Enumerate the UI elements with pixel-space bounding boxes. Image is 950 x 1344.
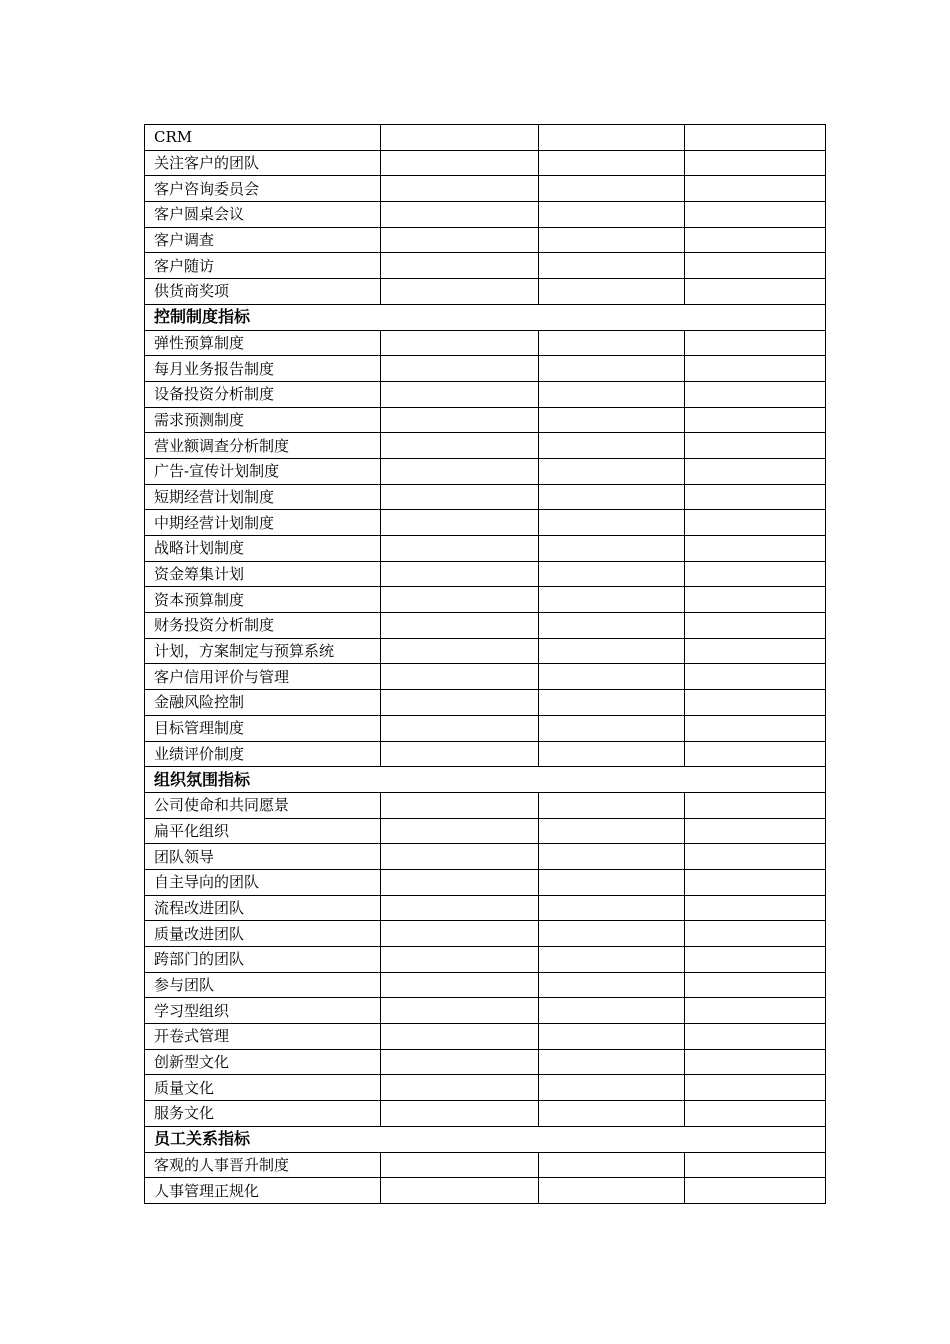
table-row bbox=[145, 176, 826, 202]
empty-cell-2 bbox=[539, 715, 685, 741]
empty-cell-2 bbox=[539, 279, 685, 305]
empty-cell-3 bbox=[685, 1024, 826, 1050]
table-row bbox=[145, 202, 826, 228]
empty-cell-3 bbox=[685, 356, 826, 382]
table-row bbox=[145, 1049, 826, 1075]
empty-cell-1 bbox=[381, 176, 539, 202]
empty-cell-1 bbox=[381, 844, 539, 870]
indicator-label: 需求预测制度 bbox=[145, 407, 381, 433]
indicator-label: 自主导向的团队 bbox=[145, 869, 381, 895]
section-header-row bbox=[145, 1126, 826, 1152]
indicator-label: 学习型组织 bbox=[145, 998, 381, 1024]
empty-cell-1 bbox=[381, 202, 539, 228]
empty-cell-2 bbox=[539, 690, 685, 716]
empty-cell-3 bbox=[685, 792, 826, 818]
empty-cell-1 bbox=[381, 741, 539, 767]
empty-cell-3 bbox=[685, 844, 826, 870]
table-row bbox=[145, 407, 826, 433]
empty-cell-2 bbox=[539, 561, 685, 587]
indicator-label: 资金筹集计划 bbox=[145, 561, 381, 587]
empty-cell-2 bbox=[539, 330, 685, 356]
empty-cell-1 bbox=[381, 998, 539, 1024]
table-row bbox=[145, 715, 826, 741]
indicator-label: 供货商奖项 bbox=[145, 279, 381, 305]
empty-cell-2 bbox=[539, 433, 685, 459]
table-row bbox=[145, 125, 826, 151]
empty-cell-3 bbox=[685, 947, 826, 973]
empty-cell-3 bbox=[685, 587, 826, 613]
indicator-label: 客户随访 bbox=[145, 253, 381, 279]
table-row bbox=[145, 664, 826, 690]
table-row bbox=[145, 587, 826, 613]
empty-cell-2 bbox=[539, 1101, 685, 1127]
empty-cell-2 bbox=[539, 869, 685, 895]
table-row bbox=[145, 1152, 826, 1178]
empty-cell-2 bbox=[539, 1024, 685, 1050]
table-row bbox=[145, 227, 826, 253]
empty-cell-3 bbox=[685, 998, 826, 1024]
empty-cell-2 bbox=[539, 638, 685, 664]
indicator-label: 开卷式管理 bbox=[145, 1024, 381, 1050]
indicator-label: 团队领导 bbox=[145, 844, 381, 870]
table-row bbox=[145, 613, 826, 639]
empty-cell-2 bbox=[539, 202, 685, 228]
empty-cell-2 bbox=[539, 1049, 685, 1075]
table-row bbox=[145, 279, 826, 305]
section-header-row bbox=[145, 304, 826, 330]
table-row bbox=[145, 253, 826, 279]
table-row bbox=[145, 792, 826, 818]
empty-cell-2 bbox=[539, 613, 685, 639]
indicator-label: CRM bbox=[145, 125, 381, 151]
table-row bbox=[145, 356, 826, 382]
empty-cell-3 bbox=[685, 1049, 826, 1075]
empty-cell-2 bbox=[539, 125, 685, 151]
empty-cell-3 bbox=[685, 741, 826, 767]
empty-cell-1 bbox=[381, 972, 539, 998]
empty-cell-2 bbox=[539, 176, 685, 202]
empty-cell-1 bbox=[381, 1049, 539, 1075]
empty-cell-1 bbox=[381, 125, 539, 151]
empty-cell-2 bbox=[539, 1075, 685, 1101]
section-title: 组织氛围指标 bbox=[145, 767, 826, 793]
empty-cell-1 bbox=[381, 253, 539, 279]
indicator-label: 客户圆桌会议 bbox=[145, 202, 381, 228]
empty-cell-3 bbox=[685, 921, 826, 947]
table-row bbox=[145, 150, 826, 176]
empty-cell-3 bbox=[685, 536, 826, 562]
indicator-label: 每月业务报告制度 bbox=[145, 356, 381, 382]
empty-cell-1 bbox=[381, 536, 539, 562]
empty-cell-3 bbox=[685, 176, 826, 202]
indicator-label: 财务投资分析制度 bbox=[145, 613, 381, 639]
empty-cell-1 bbox=[381, 150, 539, 176]
empty-cell-1 bbox=[381, 561, 539, 587]
indicator-label: 业绩评价制度 bbox=[145, 741, 381, 767]
indicator-label: 资本预算制度 bbox=[145, 587, 381, 613]
indicator-label: 质量文化 bbox=[145, 1075, 381, 1101]
empty-cell-3 bbox=[685, 484, 826, 510]
empty-cell-2 bbox=[539, 1178, 685, 1204]
empty-cell-3 bbox=[685, 381, 826, 407]
indicator-label: 创新型文化 bbox=[145, 1049, 381, 1075]
empty-cell-1 bbox=[381, 458, 539, 484]
empty-cell-2 bbox=[539, 356, 685, 382]
indicator-label: 中期经营计划制度 bbox=[145, 510, 381, 536]
table-row bbox=[145, 741, 826, 767]
indicator-label: 金融风险控制 bbox=[145, 690, 381, 716]
empty-cell-3 bbox=[685, 638, 826, 664]
empty-cell-3 bbox=[685, 1101, 826, 1127]
empty-cell-1 bbox=[381, 715, 539, 741]
empty-cell-1 bbox=[381, 356, 539, 382]
indicator-label: 客户咨询委员会 bbox=[145, 176, 381, 202]
indicator-label: 跨部门的团队 bbox=[145, 947, 381, 973]
empty-cell-2 bbox=[539, 407, 685, 433]
empty-cell-3 bbox=[685, 613, 826, 639]
empty-cell-3 bbox=[685, 561, 826, 587]
empty-cell-1 bbox=[381, 869, 539, 895]
indicator-label: 服务文化 bbox=[145, 1101, 381, 1127]
table-row bbox=[145, 869, 826, 895]
empty-cell-2 bbox=[539, 741, 685, 767]
table-row bbox=[145, 1075, 826, 1101]
empty-cell-2 bbox=[539, 818, 685, 844]
empty-cell-3 bbox=[685, 202, 826, 228]
indicator-label: 营业额调查分析制度 bbox=[145, 433, 381, 459]
empty-cell-3 bbox=[685, 253, 826, 279]
table-row bbox=[145, 510, 826, 536]
empty-cell-1 bbox=[381, 484, 539, 510]
indicator-label: 客户信用评价与管理 bbox=[145, 664, 381, 690]
section-header-row bbox=[145, 767, 826, 793]
empty-cell-1 bbox=[381, 407, 539, 433]
table-row bbox=[145, 638, 826, 664]
empty-cell-3 bbox=[685, 1178, 826, 1204]
empty-cell-3 bbox=[685, 407, 826, 433]
empty-cell-3 bbox=[685, 150, 826, 176]
empty-cell-1 bbox=[381, 638, 539, 664]
indicator-label: 计划，方案制定与预算系统 bbox=[145, 638, 381, 664]
indicator-label: 质量改进团队 bbox=[145, 921, 381, 947]
table-row bbox=[145, 921, 826, 947]
indicator-label: 参与团队 bbox=[145, 972, 381, 998]
indicator-label: 弹性预算制度 bbox=[145, 330, 381, 356]
indicator-label: 人事管理正规化 bbox=[145, 1178, 381, 1204]
table-row bbox=[145, 381, 826, 407]
indicator-table-body bbox=[145, 125, 826, 1204]
indicator-label: 客观的人事晋升制度 bbox=[145, 1152, 381, 1178]
empty-cell-1 bbox=[381, 613, 539, 639]
empty-cell-1 bbox=[381, 227, 539, 253]
indicator-label: 流程改进团队 bbox=[145, 895, 381, 921]
table-row bbox=[145, 536, 826, 562]
empty-cell-3 bbox=[685, 895, 826, 921]
indicator-label: 广告-宣传计划制度 bbox=[145, 458, 381, 484]
table-row bbox=[145, 998, 826, 1024]
section-title: 员工关系指标 bbox=[145, 1126, 826, 1152]
empty-cell-1 bbox=[381, 664, 539, 690]
empty-cell-3 bbox=[685, 330, 826, 356]
empty-cell-1 bbox=[381, 1075, 539, 1101]
table-row bbox=[145, 1178, 826, 1204]
empty-cell-2 bbox=[539, 458, 685, 484]
indicator-table bbox=[144, 124, 826, 1204]
empty-cell-3 bbox=[685, 818, 826, 844]
empty-cell-1 bbox=[381, 1101, 539, 1127]
empty-cell-1 bbox=[381, 587, 539, 613]
empty-cell-3 bbox=[685, 227, 826, 253]
empty-cell-1 bbox=[381, 792, 539, 818]
empty-cell-1 bbox=[381, 330, 539, 356]
empty-cell-2 bbox=[539, 150, 685, 176]
indicator-label: 客户调查 bbox=[145, 227, 381, 253]
empty-cell-1 bbox=[381, 381, 539, 407]
empty-cell-2 bbox=[539, 484, 685, 510]
empty-cell-1 bbox=[381, 947, 539, 973]
empty-cell-2 bbox=[539, 921, 685, 947]
empty-cell-2 bbox=[539, 895, 685, 921]
empty-cell-1 bbox=[381, 279, 539, 305]
table-row bbox=[145, 561, 826, 587]
empty-cell-2 bbox=[539, 947, 685, 973]
empty-cell-1 bbox=[381, 690, 539, 716]
empty-cell-1 bbox=[381, 433, 539, 459]
indicator-label: 公司使命和共同愿景 bbox=[145, 792, 381, 818]
empty-cell-3 bbox=[685, 664, 826, 690]
empty-cell-2 bbox=[539, 510, 685, 536]
table-row bbox=[145, 844, 826, 870]
empty-cell-1 bbox=[381, 1024, 539, 1050]
empty-cell-3 bbox=[685, 1152, 826, 1178]
empty-cell-2 bbox=[539, 998, 685, 1024]
empty-cell-2 bbox=[539, 844, 685, 870]
empty-cell-1 bbox=[381, 510, 539, 536]
empty-cell-3 bbox=[685, 125, 826, 151]
empty-cell-3 bbox=[685, 458, 826, 484]
section-title: 控制制度指标 bbox=[145, 304, 826, 330]
indicator-label: 目标管理制度 bbox=[145, 715, 381, 741]
empty-cell-2 bbox=[539, 381, 685, 407]
table-row bbox=[145, 1024, 826, 1050]
empty-cell-1 bbox=[381, 1178, 539, 1204]
table-row bbox=[145, 433, 826, 459]
empty-cell-2 bbox=[539, 227, 685, 253]
table-row bbox=[145, 947, 826, 973]
empty-cell-3 bbox=[685, 279, 826, 305]
empty-cell-3 bbox=[685, 510, 826, 536]
table-row bbox=[145, 458, 826, 484]
empty-cell-1 bbox=[381, 1152, 539, 1178]
empty-cell-2 bbox=[539, 1152, 685, 1178]
empty-cell-3 bbox=[685, 1075, 826, 1101]
empty-cell-2 bbox=[539, 792, 685, 818]
empty-cell-1 bbox=[381, 818, 539, 844]
table-row bbox=[145, 818, 826, 844]
empty-cell-2 bbox=[539, 664, 685, 690]
empty-cell-3 bbox=[685, 715, 826, 741]
table-row bbox=[145, 972, 826, 998]
empty-cell-2 bbox=[539, 972, 685, 998]
indicator-label: 短期经营计划制度 bbox=[145, 484, 381, 510]
table-row bbox=[145, 690, 826, 716]
indicator-label: 关注客户的团队 bbox=[145, 150, 381, 176]
indicator-label: 扁平化组织 bbox=[145, 818, 381, 844]
empty-cell-2 bbox=[539, 253, 685, 279]
table-row bbox=[145, 484, 826, 510]
empty-cell-3 bbox=[685, 690, 826, 716]
indicator-label: 设备投资分析制度 bbox=[145, 381, 381, 407]
empty-cell-2 bbox=[539, 587, 685, 613]
table-row bbox=[145, 895, 826, 921]
empty-cell-1 bbox=[381, 895, 539, 921]
table-row bbox=[145, 1101, 826, 1127]
empty-cell-2 bbox=[539, 536, 685, 562]
empty-cell-3 bbox=[685, 869, 826, 895]
empty-cell-3 bbox=[685, 433, 826, 459]
table-row bbox=[145, 330, 826, 356]
empty-cell-3 bbox=[685, 972, 826, 998]
indicator-label: 战略计划制度 bbox=[145, 536, 381, 562]
empty-cell-1 bbox=[381, 921, 539, 947]
